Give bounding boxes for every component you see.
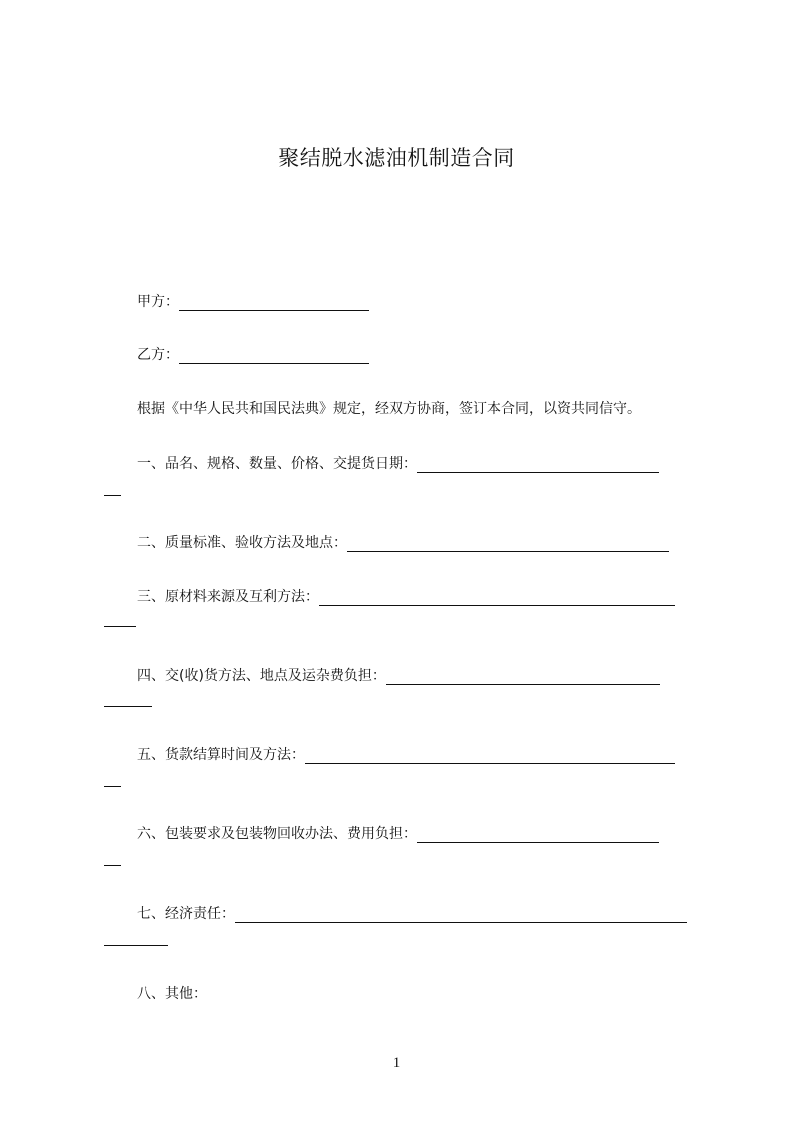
clause-6-blank-continued[interactable] <box>104 865 121 866</box>
clause-5-label: 五、货款结算时间及方法： <box>137 747 305 763</box>
clause-1-blank-continued[interactable] <box>104 495 121 496</box>
clause-5 <box>137 744 675 764</box>
clause-3-blank-continued[interactable] <box>104 626 136 627</box>
clause-4-blank-continued[interactable] <box>104 706 152 707</box>
clause-8-label: 八、其他： <box>137 986 207 1002</box>
clause-2 <box>137 532 669 552</box>
clause-2-blank[interactable] <box>347 536 669 552</box>
clause-3 <box>137 586 675 606</box>
clause-6-blank[interactable] <box>417 827 659 843</box>
party-a-label: 甲方： <box>137 294 179 310</box>
party-a-blank[interactable] <box>179 295 369 311</box>
clause-5-blank[interactable] <box>305 748 675 764</box>
clause-7 <box>137 903 687 923</box>
clause-2-label: 二、质量标准、验收方法及地点： <box>137 535 347 551</box>
party-b-label: 乙方： <box>137 347 179 363</box>
clause-6 <box>137 823 659 843</box>
clause-1 <box>137 453 659 473</box>
clause-8 <box>137 983 207 1003</box>
clause-6-label: 六、包装要求及包装物回收办法、费用负担： <box>137 826 417 842</box>
clause-7-blank[interactable] <box>235 907 687 923</box>
party-b-line <box>137 344 369 364</box>
document-title: 聚结脱水滤油机制造合同 <box>278 146 515 170</box>
clause-1-label: 一、品名、规格、数量、价格、交提货日期： <box>137 456 417 472</box>
clause-3-blank[interactable] <box>319 590 675 606</box>
clause-7-blank-continued[interactable] <box>104 945 168 946</box>
clause-7-label: 七、经济责任： <box>137 906 235 922</box>
party-b-blank[interactable] <box>179 348 369 364</box>
preamble-text: 根据《中华人民共和国民法典》规定，经双方协商，签订本合同，以资共同信守。 <box>137 401 641 417</box>
clause-3-label: 三、原材料来源及互利方法： <box>137 589 319 605</box>
clause-5-blank-continued[interactable] <box>104 786 121 787</box>
page-number: 1 <box>392 1055 401 1071</box>
clause-4-blank[interactable] <box>386 669 660 685</box>
clause-4-label: 四、交(收)货方法、地点及运杂费负担： <box>137 668 386 684</box>
preamble <box>137 398 641 418</box>
clause-4 <box>137 665 660 685</box>
party-a-line <box>137 291 369 311</box>
clause-1-blank[interactable] <box>417 457 659 473</box>
